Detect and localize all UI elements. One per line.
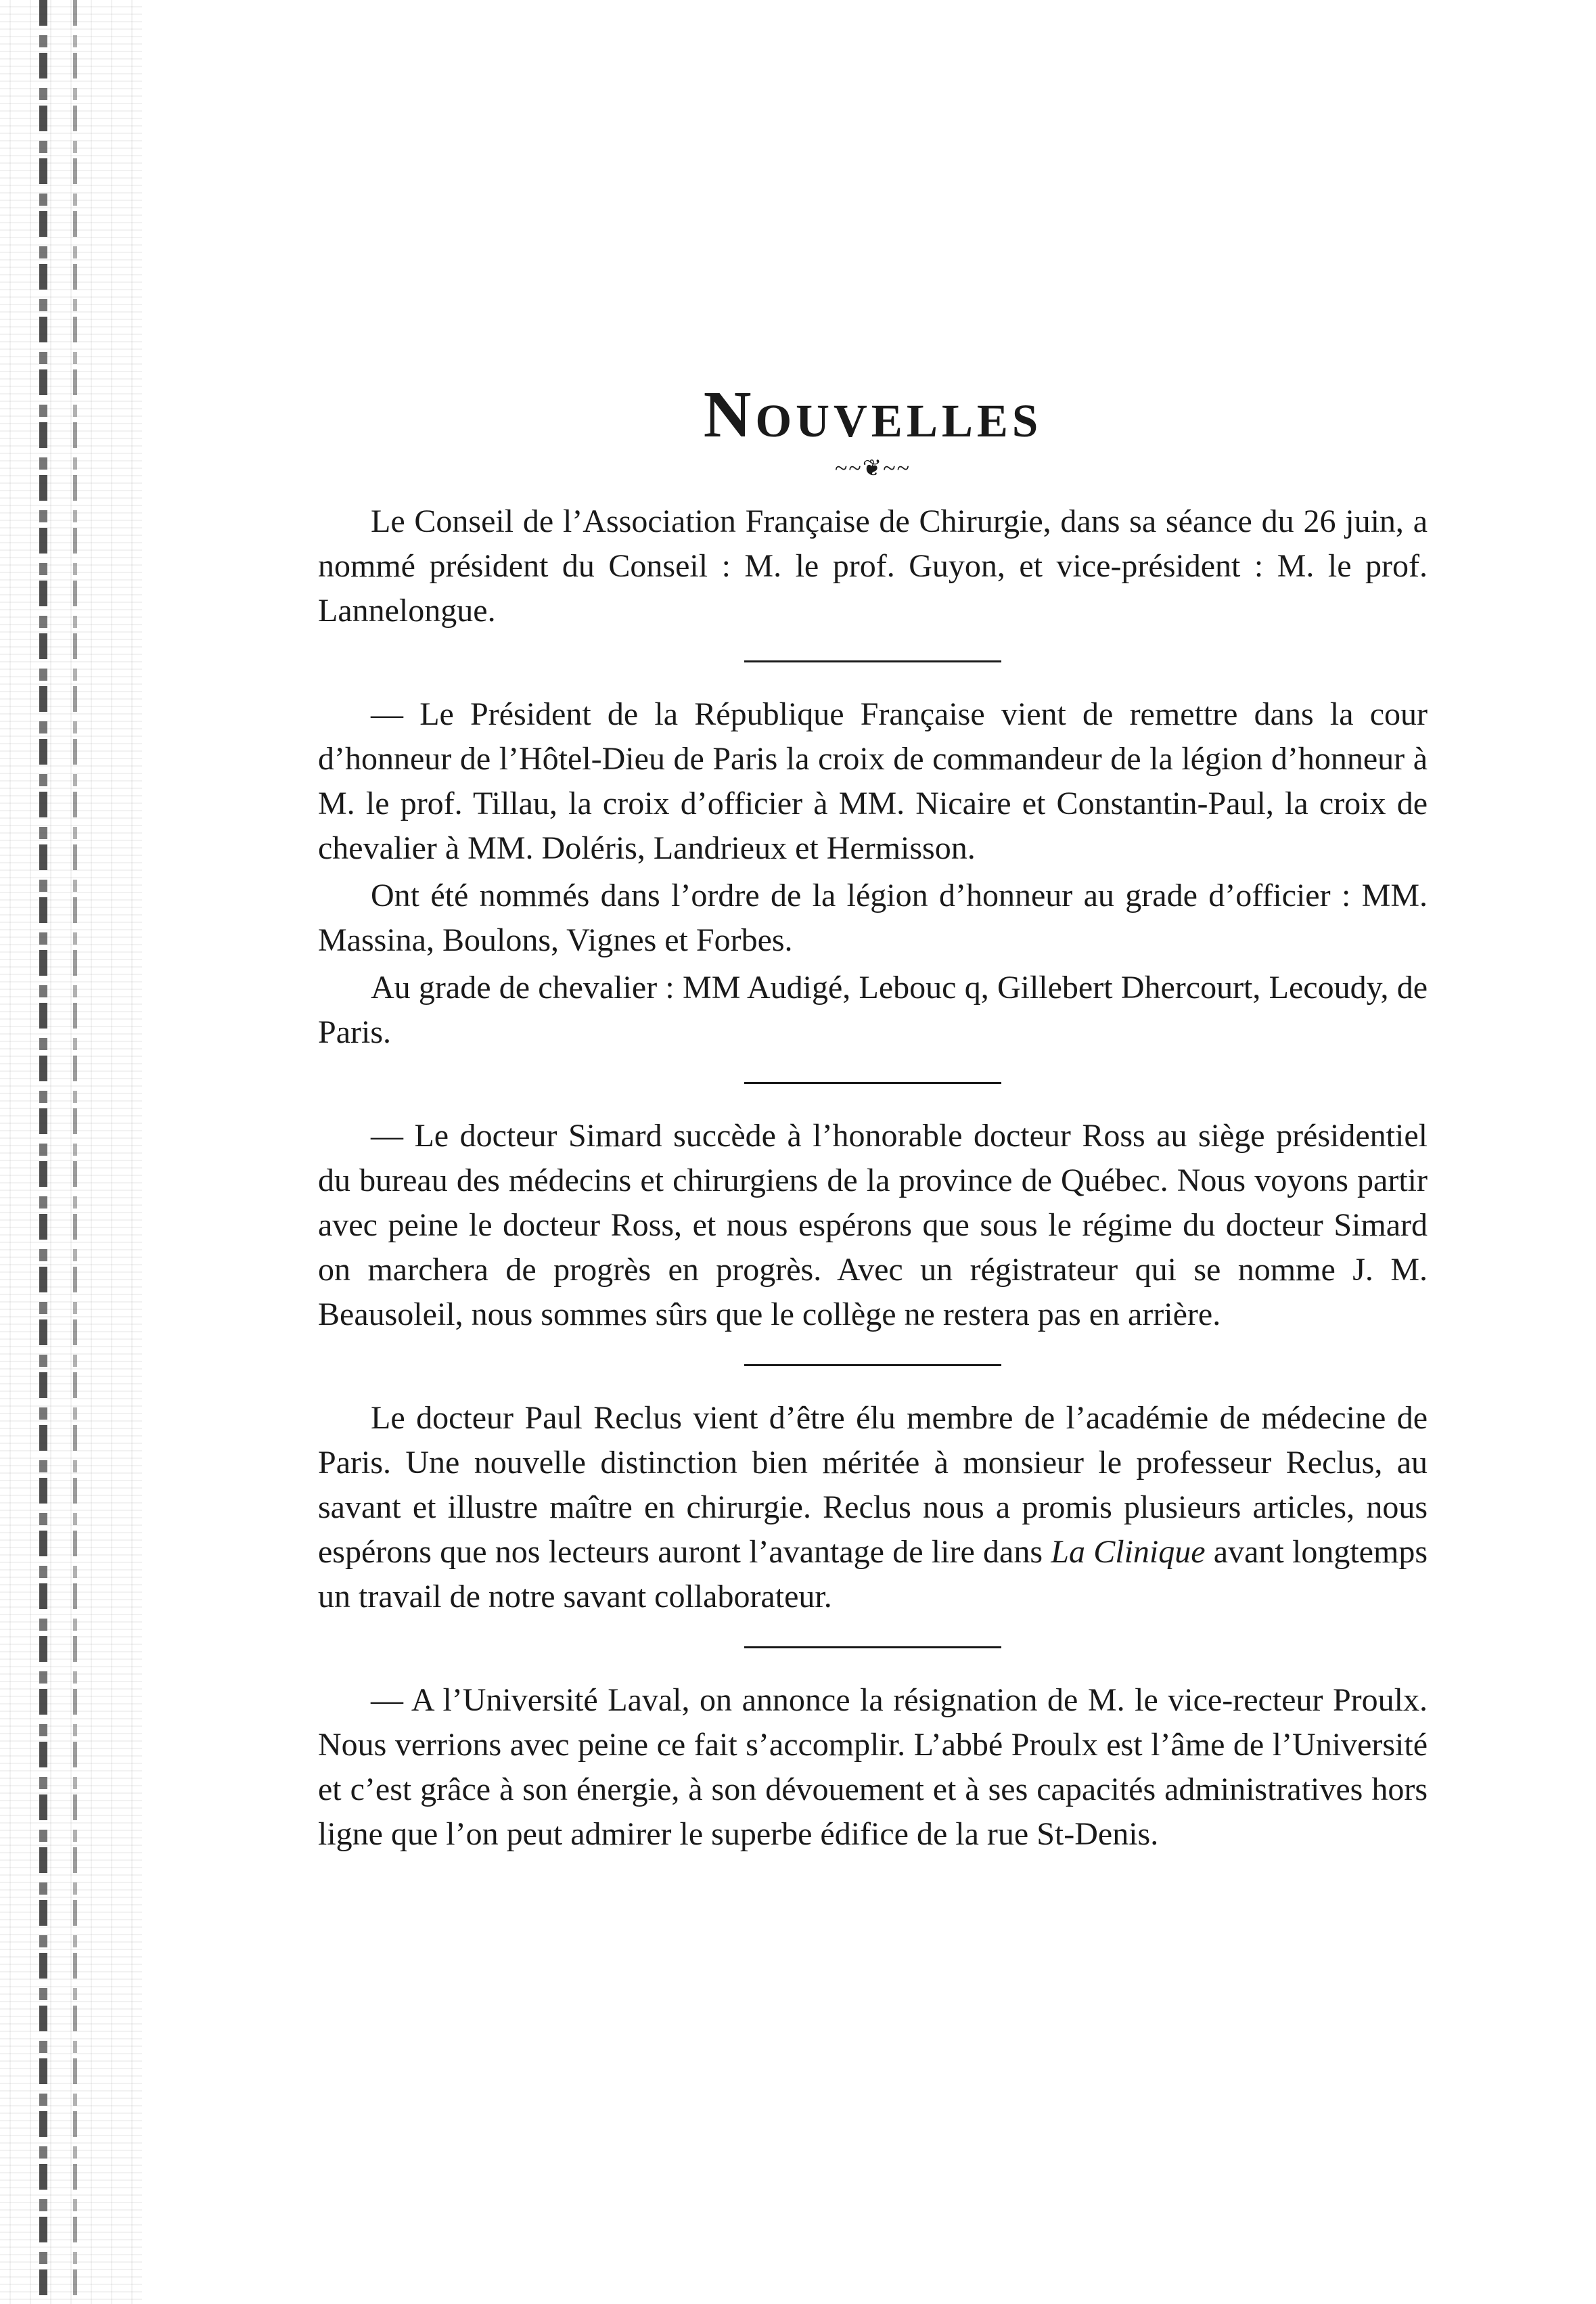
scan-edge-mark (39, 0, 47, 2304)
reclus-text: Le docteur Paul Reclus vient d’être élu membre de l’académie de médecine de Paris. Une nouvelle distinction bien méritée à monsieur le professeur Reclus, au savant et illustre maître en chirurgie. Reclus nous a promis plusieurs articles, nous espérons que nos lecteurs auront l’avantage de lire dans (318, 1399, 1428, 1570)
section-divider (744, 660, 1001, 662)
section-divider (744, 1364, 1001, 1366)
section-divider (744, 1082, 1001, 1084)
news-item-laval: — A l’Université Laval, on annonce la résignation de M. le vice-recteur Proulx. Nous verrions avec peine ce fait s’accomplir. L’abbé Proulx est l’âme de l’Université et c’est grâce à son énergie, à son dévouement et à ses capacités administratives hors ligne que l’on peut admirer le superbe édifice de la rue St-Denis. (318, 1681, 1428, 1852)
title-ornament: ~~❦~~ (834, 455, 911, 481)
page-title: Nouvelles (703, 378, 1043, 451)
news-item-knight-grade: Au grade de chevalier : MM Audigé, Lebouc q, Gillebert Dhercourt, Lecoudy, de Paris. (318, 969, 1428, 1050)
news-item-legion-honneur: — Le Président de la République Française vient de remettre dans la cour d’honneur de l’Hôtel-Dieu de Paris la croix de commandeur de la légion d’honneur à M. le prof. Tillau, la croix d’officier à MM. Nicaire et Constantin-Paul, la croix de chevalier à MM. Doléris, Landrieux et Hermisson. (318, 696, 1428, 866)
news-item-simard: — Le docteur Simard succède à l’honorable docteur Ross au siège présidentiel du bureau des médecins et chirurgiens de la province de Québec. Nous voyons partir avec peine le docteur Ross, et nous espérons que sous le régime du docteur Simard on marchera de progrès en progrès. Avec un régistrateur qui se nomme J. M. Beausoleil, nous sommes sûrs que le collège ne restera pas en arrière. (318, 1117, 1428, 1332)
news-page (318, 379, 1428, 1857)
scan-edge-mark (73, 0, 77, 2304)
news-item-surgery-council: Le Conseil de l’Association Française de Chirurgie, dans sa séance du 26 juin, a nommé président du Conseil : M. le prof. Guyon, et vice-président : M. le prof. Lannelongue. (318, 503, 1428, 629)
news-item-officer-grade: Ont été nommés dans l’ordre de la légion d’honneur au grade d’officier : MM. Massina, Boulons, Vignes et Forbes. (318, 877, 1428, 958)
section-divider (744, 1646, 1001, 1648)
journal-title: La Clinique (1051, 1533, 1206, 1570)
news-item-reclus (318, 1396, 1428, 1619)
reclus-text-end: avant longtemps un travail de notre savant collaborateur. (318, 1533, 1428, 1614)
scanned-page-edge (0, 0, 142, 2304)
